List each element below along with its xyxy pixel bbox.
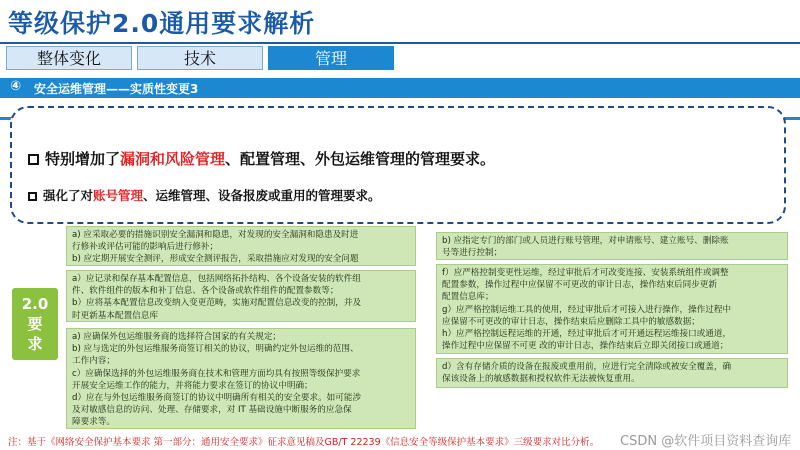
text-line: 配置信息库； bbox=[442, 292, 494, 303]
text-line: 障要求等。 bbox=[72, 417, 115, 428]
square-bullet-icon bbox=[28, 192, 37, 201]
bullet-2-pre: 强化了对 bbox=[43, 188, 94, 203]
tab-management[interactable]: 管理 bbox=[268, 46, 394, 70]
text-line: d）含有存储介质的设备在报废或重用前，应进行完全清除或被安全覆盖，确 bbox=[442, 362, 732, 372]
text-line: 时更新基本配置信息库 bbox=[72, 310, 158, 321]
bullet-1-highlight: 漏洞和风险管理 bbox=[120, 150, 226, 168]
title-bar bbox=[0, 0, 800, 44]
tab-technology[interactable]: 技术 bbox=[137, 46, 263, 70]
text-line: 及对敏感信息的访问、处理、存储要求，对 IT 基础设施中断服务的应急保 bbox=[72, 405, 352, 416]
requirement-badge bbox=[12, 288, 58, 360]
text-line: h）应严格控制远程运维的开通，经过审批后才可开通远程运维接口或通道， bbox=[442, 329, 732, 340]
page-title: 等级保护2.0通用要求解析 bbox=[8, 9, 316, 38]
text-line: 应保留不可更改的审计日志，操作结束后应删除工具中的敏感数据； bbox=[442, 316, 700, 327]
text-line: 件、软件组件的版本和补丁信息、各个设备或软件组件的配置参数等； bbox=[72, 286, 339, 297]
text-line: b) 应指定专门的部门或人员进行账号管理，对申请账号、建立账号、删除账 bbox=[442, 236, 729, 246]
text-line: c）应确保选择的外包运维服务商在技术和管理方面均具有按照等级保护要求 bbox=[72, 368, 361, 379]
text-line: d）应在与外包运维服务商签订的协议中明确所有相关的安全要求。如可能涉 bbox=[72, 393, 362, 404]
summary-box bbox=[10, 106, 786, 224]
left-box-vulnerability bbox=[66, 226, 416, 266]
bullet-1-pre: 特别增加了 bbox=[45, 150, 121, 168]
left-box-configuration bbox=[66, 270, 416, 322]
text-line: 号等进行控制； bbox=[442, 248, 503, 259]
watermark: CSDN @软件项目资料查询库 bbox=[620, 434, 792, 449]
text-line: a) 应确保外包运维服务商的选择符合国家的有关规定； bbox=[72, 332, 282, 342]
title-underline bbox=[0, 42, 800, 44]
text-line: b）应将基本配置信息改变纳入变更范畴，实施对配置信息改变的控制，并及 bbox=[72, 298, 362, 309]
text-line: 操作过程中应保留不可更 改的审计日志，操作结束后立即关闭接口或通道； bbox=[442, 341, 729, 352]
text-line: b) 应定期开展安全测评，形成安全测评报告，采取措施应对发现的安全问题 bbox=[72, 254, 359, 265]
left-box-outsourcing bbox=[66, 328, 416, 429]
footnote: 注：基于《网络安全保护基本要求 第一部分：通用安全要求》征求意见稿及GB/T 22239《信息安全等级保护基本要求》三级要求对比分析。 bbox=[8, 437, 600, 448]
text-line: 工作内容； bbox=[72, 356, 115, 367]
badge-char-1: 要 bbox=[27, 315, 43, 333]
text-line: a) 应采取必要的措施识别安全漏洞和隐患，对发现的安全漏洞和隐患及时进 bbox=[72, 230, 359, 240]
bullet-2-post: 、运维管理、设备报废或重用的管理要求。 bbox=[143, 188, 381, 203]
text-line: b) 应与选定的外包运维服务商签订相关的协议，明确约定外包运维的范围、 bbox=[72, 344, 359, 355]
section-header bbox=[0, 78, 800, 98]
bullet-1-post: 、配置管理、外包运维管理的管理要求。 bbox=[225, 150, 496, 168]
tab-bar bbox=[0, 46, 800, 72]
section-number: ④ bbox=[10, 79, 22, 94]
text-line: 配置参数，操作过程中应保留不可更改的审计日志，操作结束后同步更新 bbox=[442, 280, 718, 291]
square-bullet-icon bbox=[28, 154, 39, 165]
right-box-operations bbox=[436, 264, 788, 354]
summary-bullet-1 bbox=[28, 148, 495, 169]
bullet-2-highlight: 账号管理 bbox=[93, 188, 144, 203]
text-line: 保该设备上的敏感数据和授权软件无法被恢复重用。 bbox=[442, 374, 640, 385]
summary-bullet-2 bbox=[28, 186, 381, 204]
text-line: g）应严格控制运维工具的使用，经过审批后才可接入进行操作，操作过程中 bbox=[442, 304, 732, 315]
tab-overall-change[interactable]: 整体变化 bbox=[6, 46, 132, 70]
right-box-account bbox=[436, 232, 788, 260]
text-line: 行修补或评估可能的影响后进行修补； bbox=[72, 242, 219, 253]
text-line: 开展安全运维工作的能力，并将能力要求在签订的协议中明确； bbox=[72, 380, 313, 391]
badge-char-2: 求 bbox=[27, 335, 43, 353]
right-box-disposal bbox=[436, 358, 788, 388]
section-title: 安全运维管理——实质性变更3 bbox=[34, 82, 199, 96]
text-line: f）应严格控制变更性运维，经过审批后才可改变连接、安装系统组件或调整 bbox=[442, 268, 729, 278]
badge-version: 2.0 bbox=[21, 295, 49, 313]
text-line: a）应记录和保存基本配置信息，包括网络拓扑结构、各个设备安装的软件组 bbox=[72, 274, 361, 284]
